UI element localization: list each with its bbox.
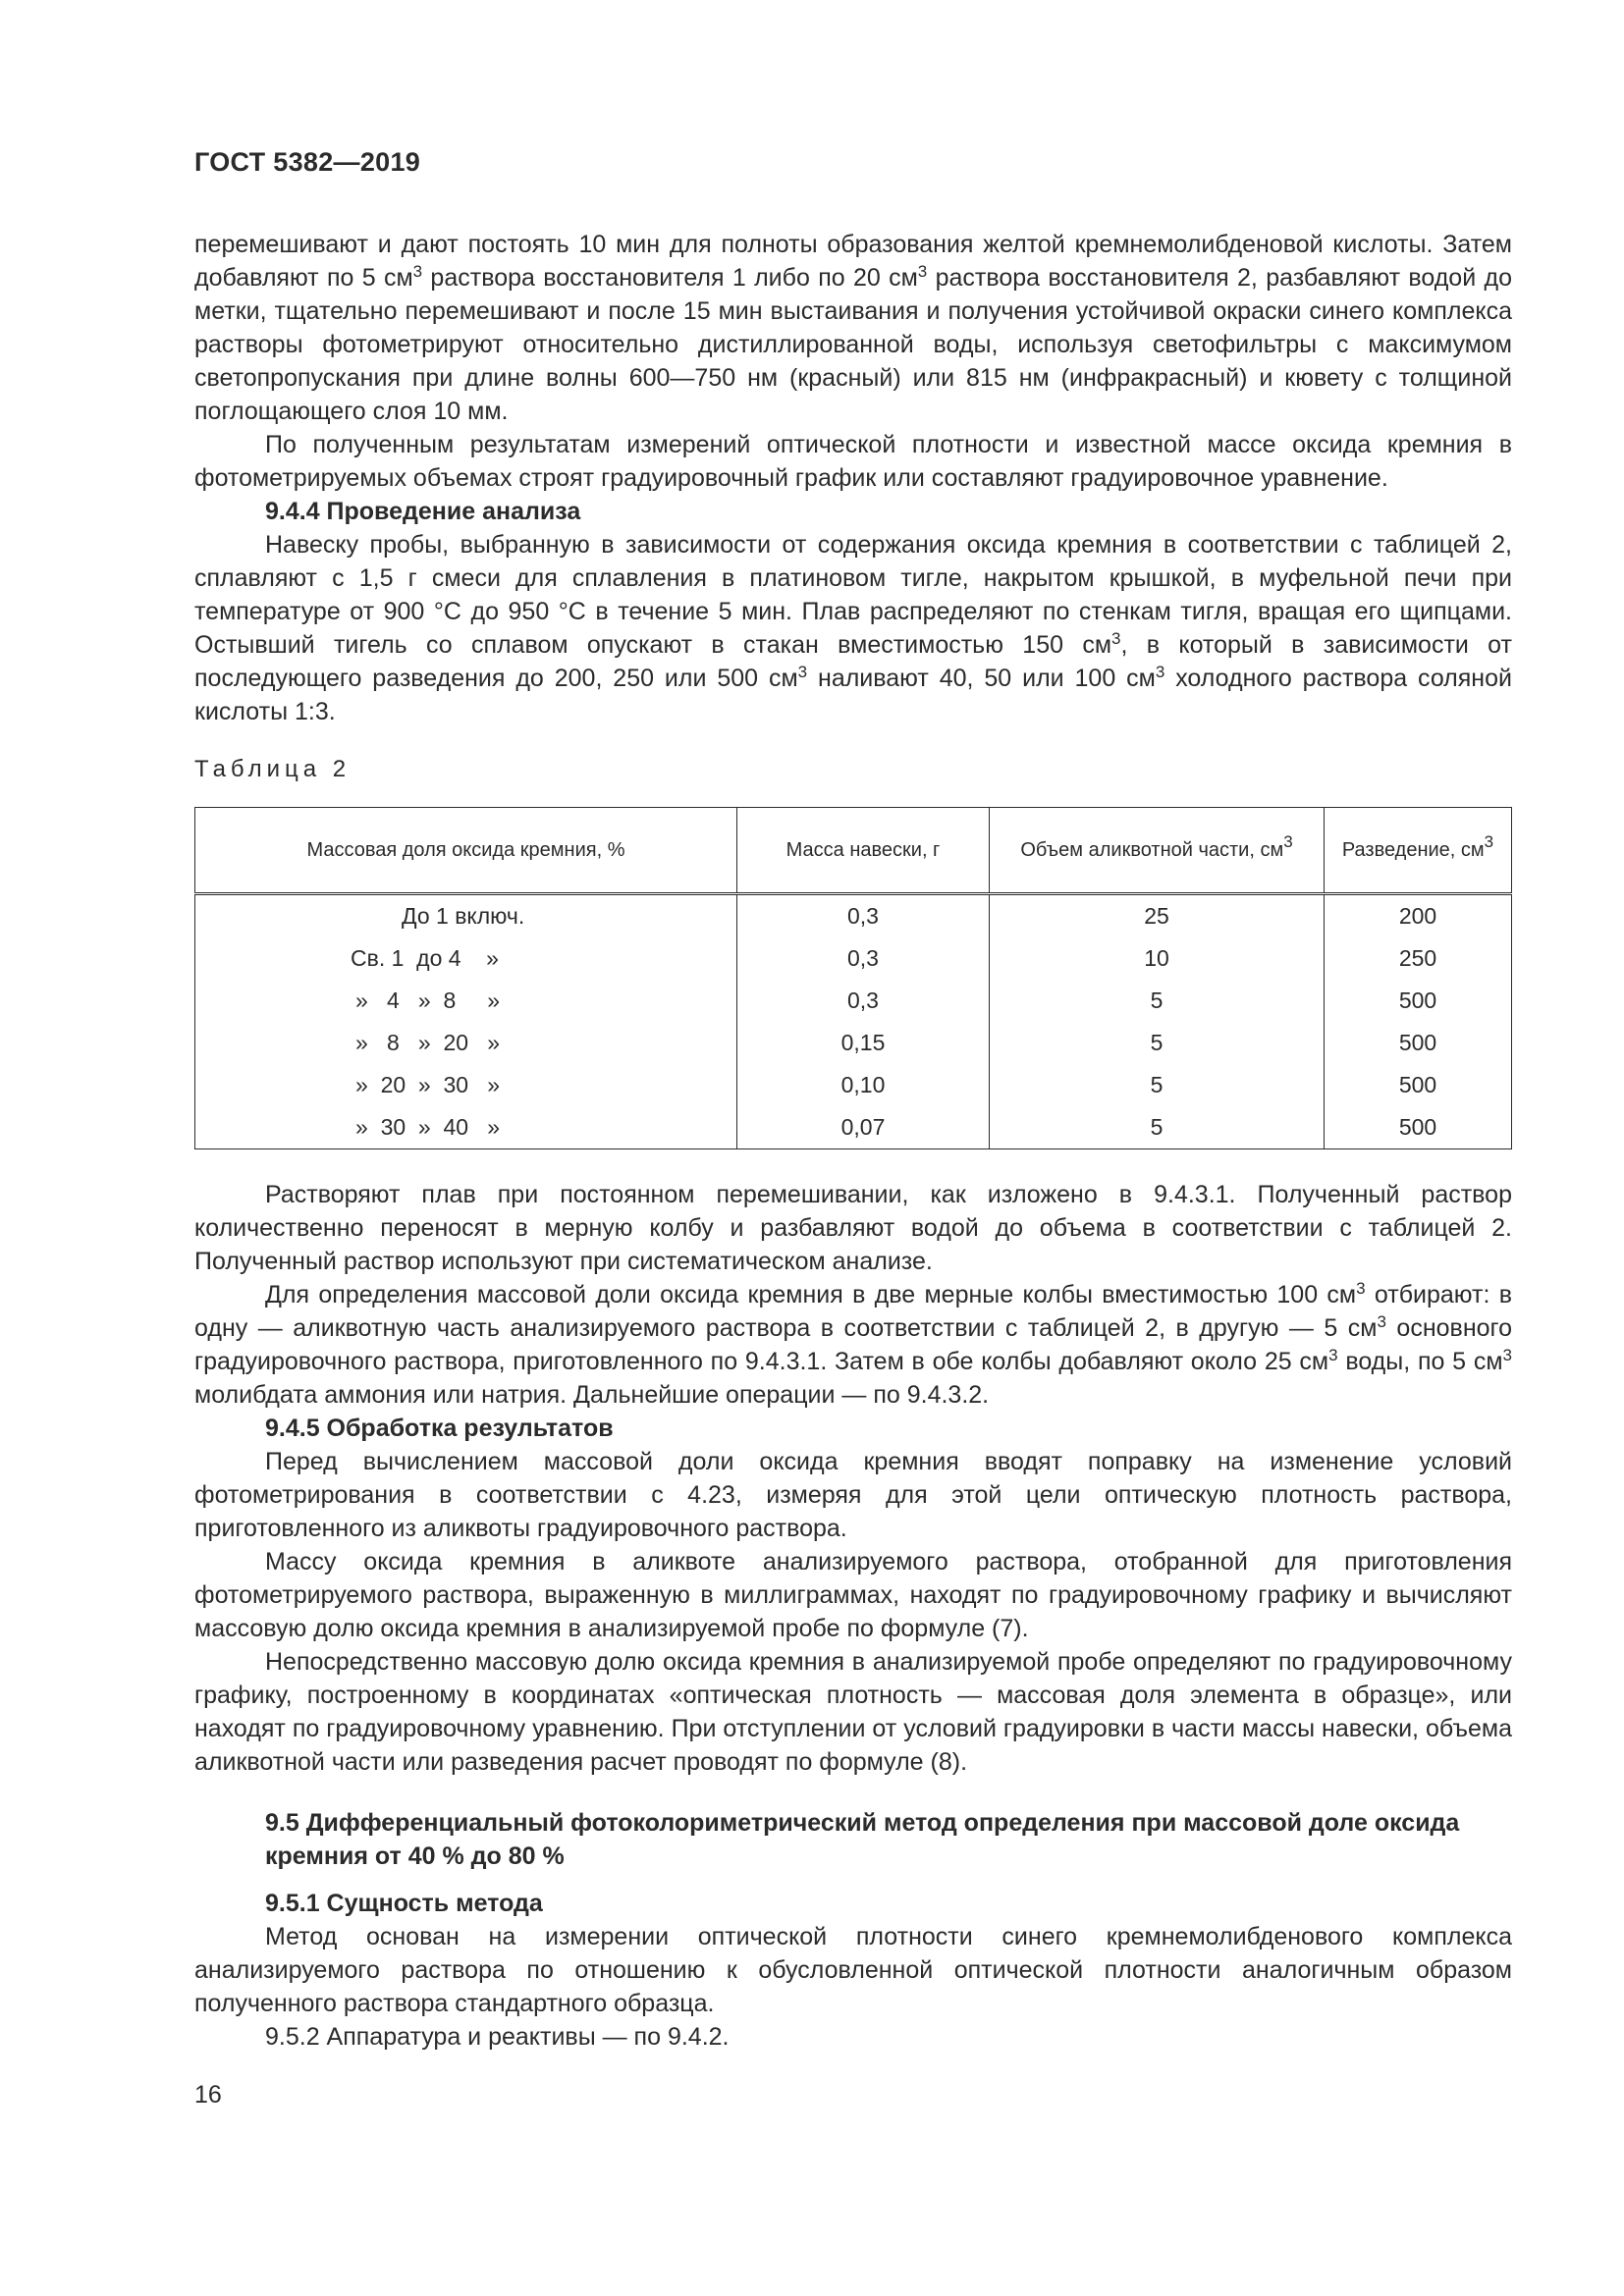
table-cell: 500 [1325,1064,1512,1106]
table-cell: 250 [1325,937,1512,980]
table-cell: 5 [990,1022,1325,1064]
table-cell: 0,3 [737,980,990,1022]
table-cell: 500 [1325,1106,1512,1149]
table-row [195,1106,1512,1149]
table-row [195,980,1512,1022]
page-number: 16 [194,2081,222,2109]
table-cell: До 1 включ. [195,894,737,938]
table-cell: 0,3 [737,937,990,980]
table-cell: » 30 » 40 » [195,1106,737,1149]
paragraph: 9.5.2 Аппаратура и реактивы — по 9.4.2. [265,2023,730,2051]
table-cell: Св. 1 до 4 » [195,937,737,980]
paragraph: Перед вычислением массовой доли оксида кремния вводят поправку на изменение условий фотометрирования в соответствии с 4.23, измеряя для этой цели оптическую плотность раствора, приготовленного из аликвоты градуировочного раствора. [194,1448,1512,1542]
table-cell: » 8 » 20 » [195,1022,737,1064]
table-cell: » 20 » 30 » [195,1064,737,1106]
section-heading-9-4-4: 9.4.4 Проведение анализа [265,498,581,525]
column-header: Разведение, $см^3$ [1325,808,1512,894]
document-header: ГОСТ 5382—2019 [194,147,421,177]
text-block-bottom [194,1806,1512,2054]
table-cell: 5 [990,980,1325,1022]
table-cell: » 4 » 8 » [195,980,737,1022]
section-heading-9-5: 9.5 Дифференциальный фотоколориметрический метод определения при массовой доле оксида кремния от 40 % до 80 % [265,1809,1460,1870]
table-cell: 5 [990,1106,1325,1149]
column-header: Объем аликвотной части, $см^3$ [990,808,1325,894]
table-cell: 10 [990,937,1325,980]
paragraph: Растворяют плав при постоянном перемешивании, как изложено в 9.4.3.1. Полученный раствор количественно переносят в мерную колбу и разбавляют водой до объема в соответствии с таблицей 2. Полученный раствор используют при систематическом анализе. [194,1181,1512,1275]
table-cell: 500 [1325,980,1512,1022]
table-row [195,1064,1512,1106]
table-cell: 0,3 [737,894,990,938]
text-block-middle [194,1178,1512,1779]
column-header: Массовая доля оксида кремния, % [195,808,737,894]
data-table [194,807,1512,1149]
table-caption: Таблица 2 [194,756,352,782]
table-cell: 25 [990,894,1325,938]
section-heading-9-4-5: 9.4.5 Обработка результатов [265,1415,614,1442]
table-cell: 0,07 [737,1106,990,1149]
paragraph: Для определения массовой доли оксида кремния в две мерные колбы вместимостью 100 $см^3$ отбирают: в одну — аликвотную часть анализируемого раствора в соответствии с таблицей 2, в другую — 5 $см^3$ основного градуировочного раствора, приготовленного по 9.4.3.1. Затем в обе колбы добавляют около 25 $см^3$ воды, по 5 $см^3$ молибдата аммония или натрия. Дальнейшие операции — по 9.4.3.2. [194,1279,1512,1409]
paragraph: Навеску пробы, выбранную в зависимости от содержания оксида кремния в соответствии с таблицей 2, сплавляют с 1,5 г смеси для сплавления в платиновом тигле, накрытом крышкой, в муфельной печи при температуре от 900 °С до 950 °С в течение 5 мин. Плав распределяют по стенкам тигля, вращая его щипцами. Остывший тигель со сплавом опускают в стакан вместимостью 150 $см^3$, в который в зависимости от последующего разведения до 200, 250 или 500 $см^3$ наливают 40, 50 или 100 $см^3$ холодного раствора соляной кислоты 1:3. [194,531,1512,725]
table-row [195,1022,1512,1064]
paragraph: Массу оксида кремния в аликвоте анализируемого раствора, отобранной для приготовления фотометрируемого раствора, выраженную в миллиграммах, находят по градуировочному графику и вычисляют массовую долю оксида кремния в анализируемой пробе по формуле (7). [194,1548,1512,1642]
text-block-top [194,228,1512,728]
paragraph: перемешивают и дают постоять 10 мин для полноты образования желтой кремнемолибденовой кислоты. Затем добавляют по 5 $см^3$ раствора восстановителя 1 либо по 20 $см^3$ раствора восстановителя 2, разбавляют водой до метки, тщательно перемешивают и после 15 мин выстаивания и получения устойчивой окраски синего комплекса растворы фотометрируют относительно дистиллированной воды, используя светофильтры с максимумом светопропускания при длине волны 600—750 нм (красный) или 815 нм (инфракрасный) и кювету с толщиной поглощающего слоя 10 мм. [194,231,1512,425]
table-row [195,894,1512,938]
column-header: Масса навески, г [737,808,990,894]
section-heading-9-5-1: 9.5.1 Сущность метода [265,1890,543,1917]
table-header-row [195,808,1512,894]
paragraph: Непосредственно массовую долю оксида кремния в анализируемой пробе определяют по градуировочному графику, построенному в координатах «оптическая плотность — массовая доля элемента в образце», или находят по градуировочному уравнению. При отступлении от условий градуировки в части массы навески, объема аликвотной части или разведения расчет проводят по формуле (8). [194,1648,1512,1776]
table-cell: 5 [990,1064,1325,1106]
table-cell: 0,10 [737,1064,990,1106]
table-row [195,937,1512,980]
table-cell: 200 [1325,894,1512,938]
table-cell: 500 [1325,1022,1512,1064]
paragraph: Метод основан на измерении оптической плотности синего кремнемолибденового комплекса анализируемого раствора по отношению к обусловленной оптической плотности аналогичным образом полученного раствора стандартного образца. [194,1923,1512,2017]
table-cell: 0,15 [737,1022,990,1064]
paragraph: По полученным результатам измерений оптической плотности и известной массе оксида кремния в фотометрируемых объемах строят градуировочный график или составляют градуировочное уравнение. [194,431,1512,492]
